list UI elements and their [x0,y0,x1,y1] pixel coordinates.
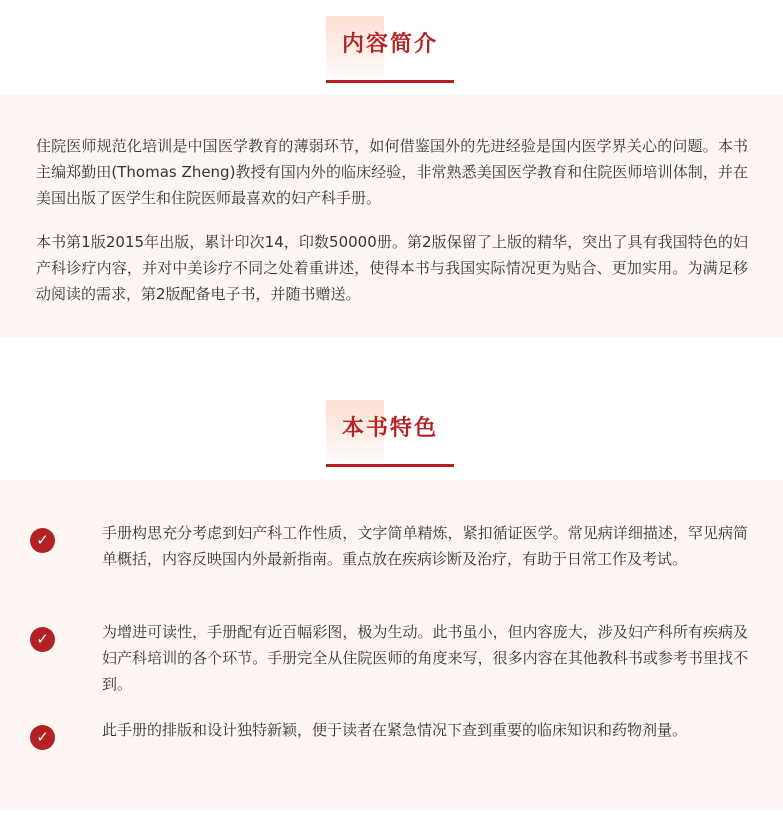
features-section-header [0,400,783,470]
check-circle-icon: ✓ [30,725,55,750]
feature-text: 此手册的排版和设计独特新颖，便于读者在紧急情况下查到重要的临床知识和药物剂量。 [102,721,688,739]
features-panel [0,480,783,810]
intro-section-header [0,16,783,86]
intro-paragraph: 住院医师规范化培训是中国医学教育的薄弱环节，如何借鉴国外的先进经验是国内医学界关心的问题。本书主编郑勤田(Thomas Zheng)教授有国内外的临床经验，非常熟悉美国医学教育和住院医师培训体制，并在美国出版了医学生和住院医师最喜欢的妇产科手册。 [36,137,748,207]
feature-text: 手册构思充分考虑到妇产科工作性质，文字简单精炼，紧扣循证医学。常见病详细描述，罕见病简单概括，内容反映国内外最新指南。重点放在疾病诊断及治疗，有助于日常工作及考试。 [102,524,748,568]
intro-panel [0,95,783,337]
features-section-title: 本书特色 [341,416,438,441]
header-underline [326,80,454,83]
check-circle-icon: ✓ [30,528,55,553]
header-underline [326,464,454,467]
intro-paragraph: 本书第1版2015年出版，累计印次14，印数50000册。第2版保留了上版的精华，突出了具有我国特色的妇产科诊疗内容，并对中美诊疗不同之处着重讲述，使得本书与我国实际情况更为贴合、更加实用。为满足移动阅读的需求，第2版配备电子书，并随书赠送。 [36,233,748,303]
intro-section-title: 内容简介 [341,32,438,57]
feature-text: 为增进可读性，手册配有近百幅彩图，极为生动。此书虽小，但内容庞大，涉及妇产科所有疾病及妇产科培训的各个环节。手册完全从住院医师的角度来写，很多内容在其他教科书或参考书里找不到。 [102,623,748,693]
check-circle-icon: ✓ [30,627,55,652]
